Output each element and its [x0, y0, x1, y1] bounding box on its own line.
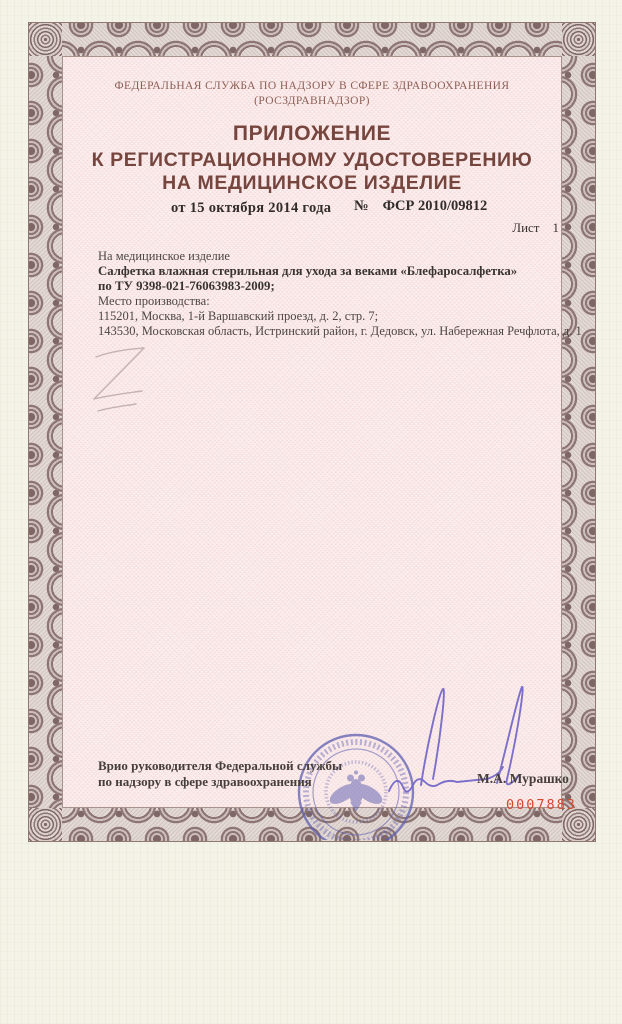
- border-corner-rosette: [29, 23, 62, 56]
- border-corner-rosette: [562, 23, 595, 56]
- agency-name: ФЕДЕРАЛЬНАЯ СЛУЖБА ПО НАДЗОРУ В СФЕРЕ ЗДРАВООХРАНЕНИЯ: [114, 80, 510, 92]
- agency-abbreviation: (РОСЗДРАВНАДЗОР): [254, 95, 370, 107]
- signer-name: М.А. Мурашко: [477, 771, 569, 786]
- doc-title-line3: НА МЕДИЦИНСКОЕ ИЗДЕЛИЕ: [162, 172, 462, 194]
- certificate: [28, 22, 596, 842]
- signer-title-line1: Врио руководителя Федеральной службы: [98, 758, 343, 773]
- device-name: Салфетка влажная стерильная для ухода за веками «Блефаросалфетка»: [98, 264, 518, 278]
- sheet-number: 1: [552, 220, 559, 235]
- production-site-label: Место производства:: [98, 294, 210, 308]
- issue-date: от 15 октября 2014 года: [171, 200, 332, 216]
- production-address-1: 115201, Москва, 1-й Варшавский проезд, д. 2, стр. 7;: [98, 309, 379, 323]
- border-corner-rosette: [29, 808, 62, 841]
- production-address-2: 143530, Московская область, Истринский район, г. Дедовск, ул. Набережная Речфлота, д. 1: [98, 324, 582, 338]
- guilloche-border-top: [62, 23, 562, 56]
- device-description-block: [98, 249, 618, 339]
- registration-number: [354, 198, 487, 215]
- device-tu: по ТУ 9398-021-76063983-2009;: [98, 279, 275, 293]
- number-sign: №: [354, 198, 369, 214]
- sheet-indicator: [512, 220, 559, 236]
- serial-number: 0007883: [506, 797, 577, 813]
- doc-title-line2: К РЕГИСТРАЦИОННОМУ УДОСТОВЕРЕНИЮ: [91, 149, 533, 171]
- signer-title: [98, 758, 342, 789]
- registration-number-value: ФСР 2010/09812: [382, 198, 488, 214]
- sheet-label: Лист: [512, 220, 540, 235]
- signer-title-line2: по надзору в сфере здравоохранения: [98, 773, 312, 789]
- doc-title-line1: ПРИЛОЖЕНИЕ: [232, 122, 392, 145]
- device-intro-label: На медицинское изделие: [98, 249, 230, 263]
- handwritten-z-mark: [84, 341, 179, 417]
